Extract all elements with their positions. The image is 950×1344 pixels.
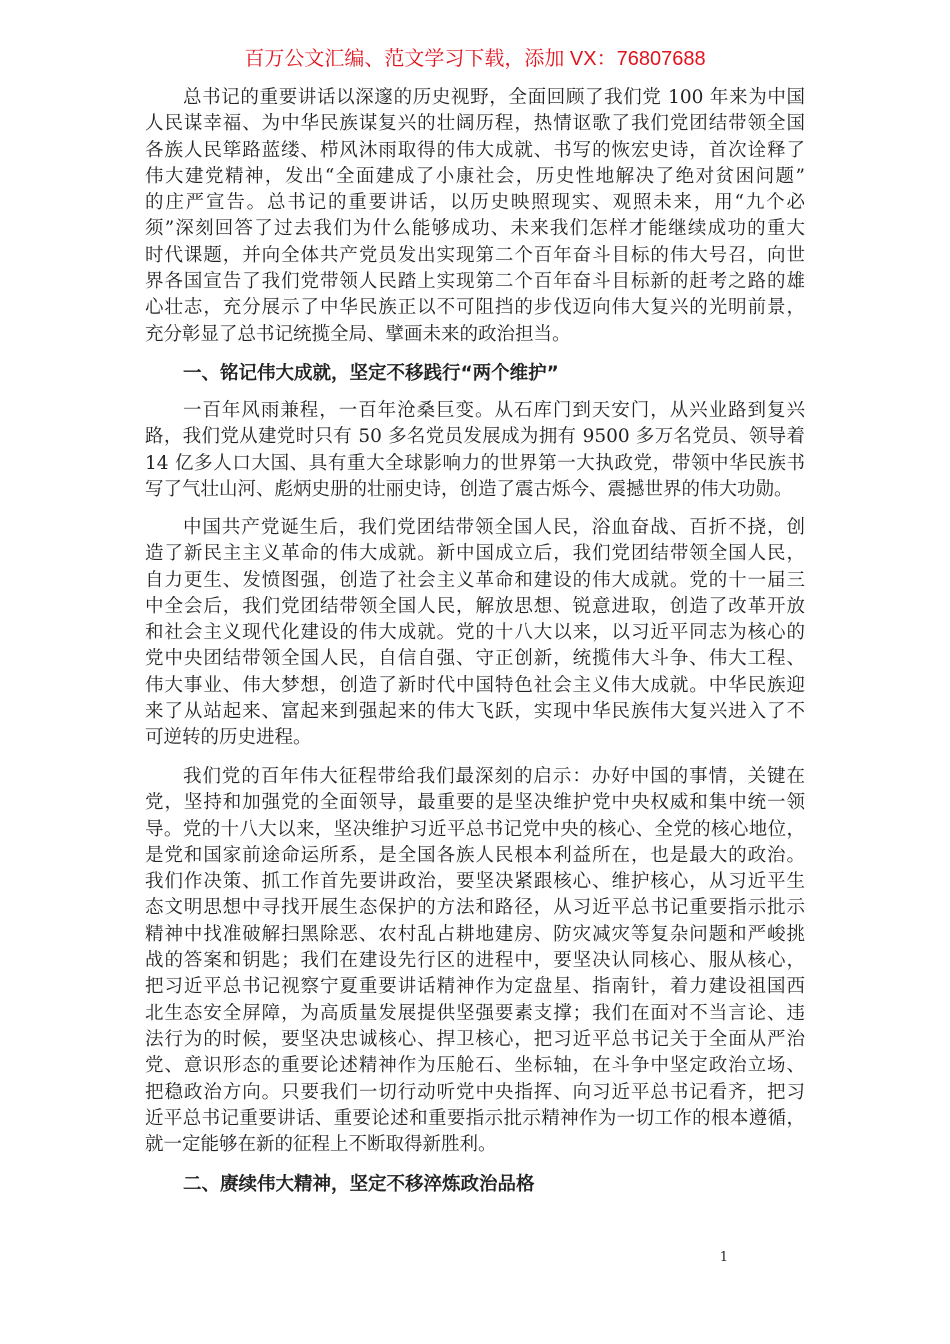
- text-line: 战的答案和钥匙；我们在建设先行区的进程中，要坚决认同核心、服从核心，: [145, 950, 805, 972]
- text-line: 就一定能够在新的征程上不断取得新胜利。: [145, 1134, 497, 1156]
- text-line: 导。党的十八大以来，坚决维护习近平总书记党中央的核心、全党的核心地位，: [145, 818, 805, 840]
- text-line: 把稳政治方向。只要我们一切行动听党中央指挥、向习近平总书记看齐，把习: [145, 1081, 805, 1103]
- text-line: 把习近平总书记视察宁夏重要讲话精神作为定盘星、指南针，着力建设祖国西: [145, 976, 805, 998]
- text-line: 党中央团结带领全国人民，自信自强、守正创新，统揽伟大斗争、伟大工程、: [145, 648, 805, 670]
- text-line: 来了从站起来、富起来到强起来的伟大飞跃，实现中华民族伟大复兴进入了不: [145, 701, 805, 723]
- text-line: 党，坚持和加强党的全面领导，最重要的是坚决维护党中央权威和集中统一领: [145, 792, 805, 814]
- text-line: 法行为的时候，要坚决忠诚核心、捍卫核心，把习近平总书记关于全面从严治: [145, 1028, 805, 1050]
- text-line: 中国共产党诞生后，我们党团结带领全国人民，浴血奋战、百折不挠，创: [183, 517, 805, 538]
- text-line: 近平总书记重要讲话、重要论述和重要指示批示精神作为一切工作的根本遵循，: [145, 1107, 805, 1129]
- text-line: 各族人民筚路蓝缕、栉风沐雨取得的伟大成就、书写的恢宏史诗，首次诠释了: [145, 139, 805, 161]
- text-line: 界各国宣告了我们党带领人民踏上实现第二个百年奋斗目标新的赶考之路的雄: [145, 271, 805, 293]
- paragraph: [145, 515, 805, 752]
- text-line: 我们作决策、抓工作首先要讲政治，要坚决紧跟核心、维护核心，从习近平生: [145, 871, 805, 893]
- text-line: 态文明思想中寻找开展生态保护的方法和路径，从习近平总书记重要指示批示: [145, 897, 805, 919]
- text-line: 人民谋幸福、为中华民族谋复兴的壮阔历程，热情讴歌了我们党团结带领全国: [145, 113, 805, 135]
- text-line: 可逆转的历史进程。: [145, 727, 312, 749]
- text-line: 一百年风雨兼程，一百年沧桑巨变。从石库门到天安门，从兴业路到复兴: [183, 400, 805, 421]
- text-line: 时代课题，并向全体共产党员发出实现第二个百年奋斗目标的伟大号召，向世: [145, 244, 805, 266]
- text-line: 我们党的百年伟大征程带给我们最深刻的启示：办好中国的事情，关键在: [183, 766, 805, 787]
- text-line: 须”深刻回答了过去我们为什么能够成功、未来我们怎样才能继续成功的重大: [145, 218, 805, 240]
- text-line: 路，我们党从建党时只有 50 多名党员发展成为拥有 9500 多万名党员、领导着: [145, 426, 805, 448]
- section-heading: [145, 1172, 805, 1198]
- text-line: 写了气壮山河、彪炳史册的壮丽史诗，创造了震古烁今、震撼世界的伟大功勋。: [145, 478, 793, 500]
- text-line: 伟大事业、伟大梦想，创造了新时代中国特色社会主义伟大成就。中华民族迎: [145, 674, 805, 696]
- text-line: 14 亿多人口大国、具有重大全球影响力的世界第一大执政党，带领中华民族书: [145, 452, 805, 474]
- section-heading-text: 一、铭记伟大成就，坚定不移践行“两个维护”: [183, 363, 559, 384]
- text-line: 北生态安全屏障，为高质量发展提供坚强要素支撑；我们在面对不当言论、违: [145, 1002, 805, 1024]
- page-number: 1: [719, 1250, 728, 1265]
- text-line: 的庄严宣告。总书记的重要讲话，以历史映照现实、观照未来，用“九个必: [145, 192, 805, 214]
- section-heading: [145, 361, 805, 387]
- text-line: 党、意识形态的重要论述精神作为压舱石、坐标轴，在斗争中坚定政治立场、: [145, 1055, 805, 1077]
- watermark-header: 百万公文汇编、范文学习下载，添加 VX：76807688: [244, 48, 706, 70]
- text-line: 中全会后，我们党团结带领全国人民，解放思想、锐意进取，创造了改革开放: [145, 595, 805, 617]
- section-heading-text: 二、赓续伟大精神，坚定不移淬炼政治品格: [183, 1174, 535, 1195]
- paragraph: [145, 85, 805, 348]
- text-line: 精神中找准破解扫黑除恶、农村乱占耕地建房、防灾减灾等复杂问题和严峻挑: [145, 923, 805, 945]
- text-line: 伟大建党精神，发出“全面建成了小康社会，历史性地解决了绝对贫困问题”: [145, 165, 805, 187]
- text-line: 心壮志，充分展示了中华民族正以不可阻挡的步伐迈向伟大复兴的光明前景，: [145, 297, 805, 319]
- text-line: 总书记的重要讲话以深邃的历史视野，全面回顾了我们党 100 年来为中国: [183, 87, 805, 108]
- text-line: 是党和国家前途命运所系，是全国各族人民根本利益所在，也是最大的政治。: [145, 844, 805, 866]
- text-line: 充分彰显了总书记统揽全局、擘画未来的政治担当。: [145, 323, 571, 345]
- text-line: 造了新民主主义革命的伟大成就。新中国成立后，我们党团结带领全国人民，: [145, 543, 805, 565]
- text-line: 和社会主义现代化建设的伟大成就。党的十八大以来，以习近平同志为核心的: [145, 622, 805, 644]
- paragraph: [145, 398, 805, 503]
- text-line: 自力更生、发愤图强，创造了社会主义革命和建设的伟大成就。党的十一届三: [145, 569, 805, 591]
- paragraph: [145, 764, 805, 1158]
